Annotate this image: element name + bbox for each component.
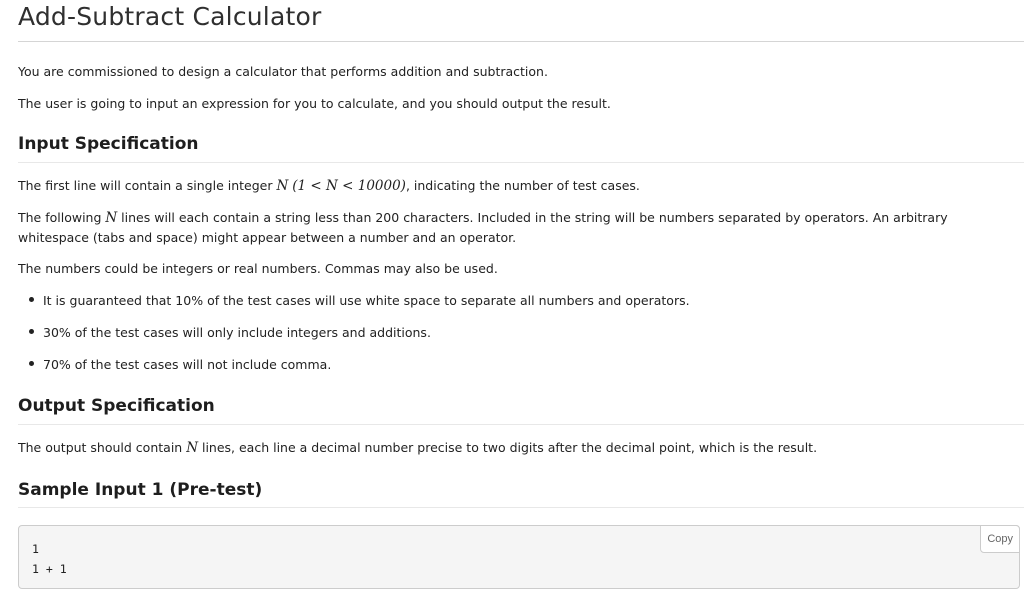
page-title: Add-Subtract Calculator [18,2,322,31]
list-item: It is guaranteed that 10% of the test cases will use white space to separate all numbers and operators. [43,293,690,308]
input-spec-line-2-tail: lines will each contain a string less than 200 characters. Included in the string will be numbers separated by operators. An arbitrary whitespace (tabs and space) might appear between a number and an operator. [18,210,948,245]
input-spec-line-1-tail: , indicating the number of test cases. [405,178,640,193]
copy-button[interactable]: Copy [980,525,1020,553]
sample-input-heading: Sample Input 1 (Pre-test) [18,480,263,500]
output-spec-heading: Output Specification [18,396,215,416]
input-spec-divider [18,162,1024,163]
var-n: N [186,440,198,456]
bullet-icon [29,297,34,302]
var-n: N [105,210,118,226]
sample-code[interactable]: 1 1 + 1 [32,542,67,576]
bullet-icon [29,329,34,334]
sample-divider [18,507,1024,508]
output-spec-divider [18,424,1024,425]
input-spec-line-1-text: The first line will contain a single integer [18,178,277,193]
list-item: 30% of the test cases will only include integers and additions. [43,325,431,340]
input-spec-line-3: The numbers could be integers or real numbers. Commas may also be used. [18,261,498,276]
title-divider [18,41,1024,42]
bullet-icon [29,361,34,366]
input-spec-heading: Input Specification [18,134,199,154]
list-item: 70% of the test cases will not include comma. [43,357,332,372]
var-n: N [276,178,289,194]
output-spec-tail: lines, each line a decimal number precise to two digits after the decimal point, which is the result. [198,440,818,455]
output-spec-text: The output should contain [18,440,187,455]
intro-paragraph-1: You are commissioned to design a calculator that performs addition and subtraction. [18,64,548,79]
sample-code-block[interactable] [18,525,1020,589]
n-range: (1 < N < 10000) [292,178,406,194]
input-spec-line-2-text: The following [18,210,106,225]
input-spec-line-2 [18,208,1016,247]
output-spec-line [18,438,817,458]
intro-paragraph-2: The user is going to input an expression for you to calculate, and you should output the result. [18,96,611,111]
input-spec-line-1 [18,176,640,196]
